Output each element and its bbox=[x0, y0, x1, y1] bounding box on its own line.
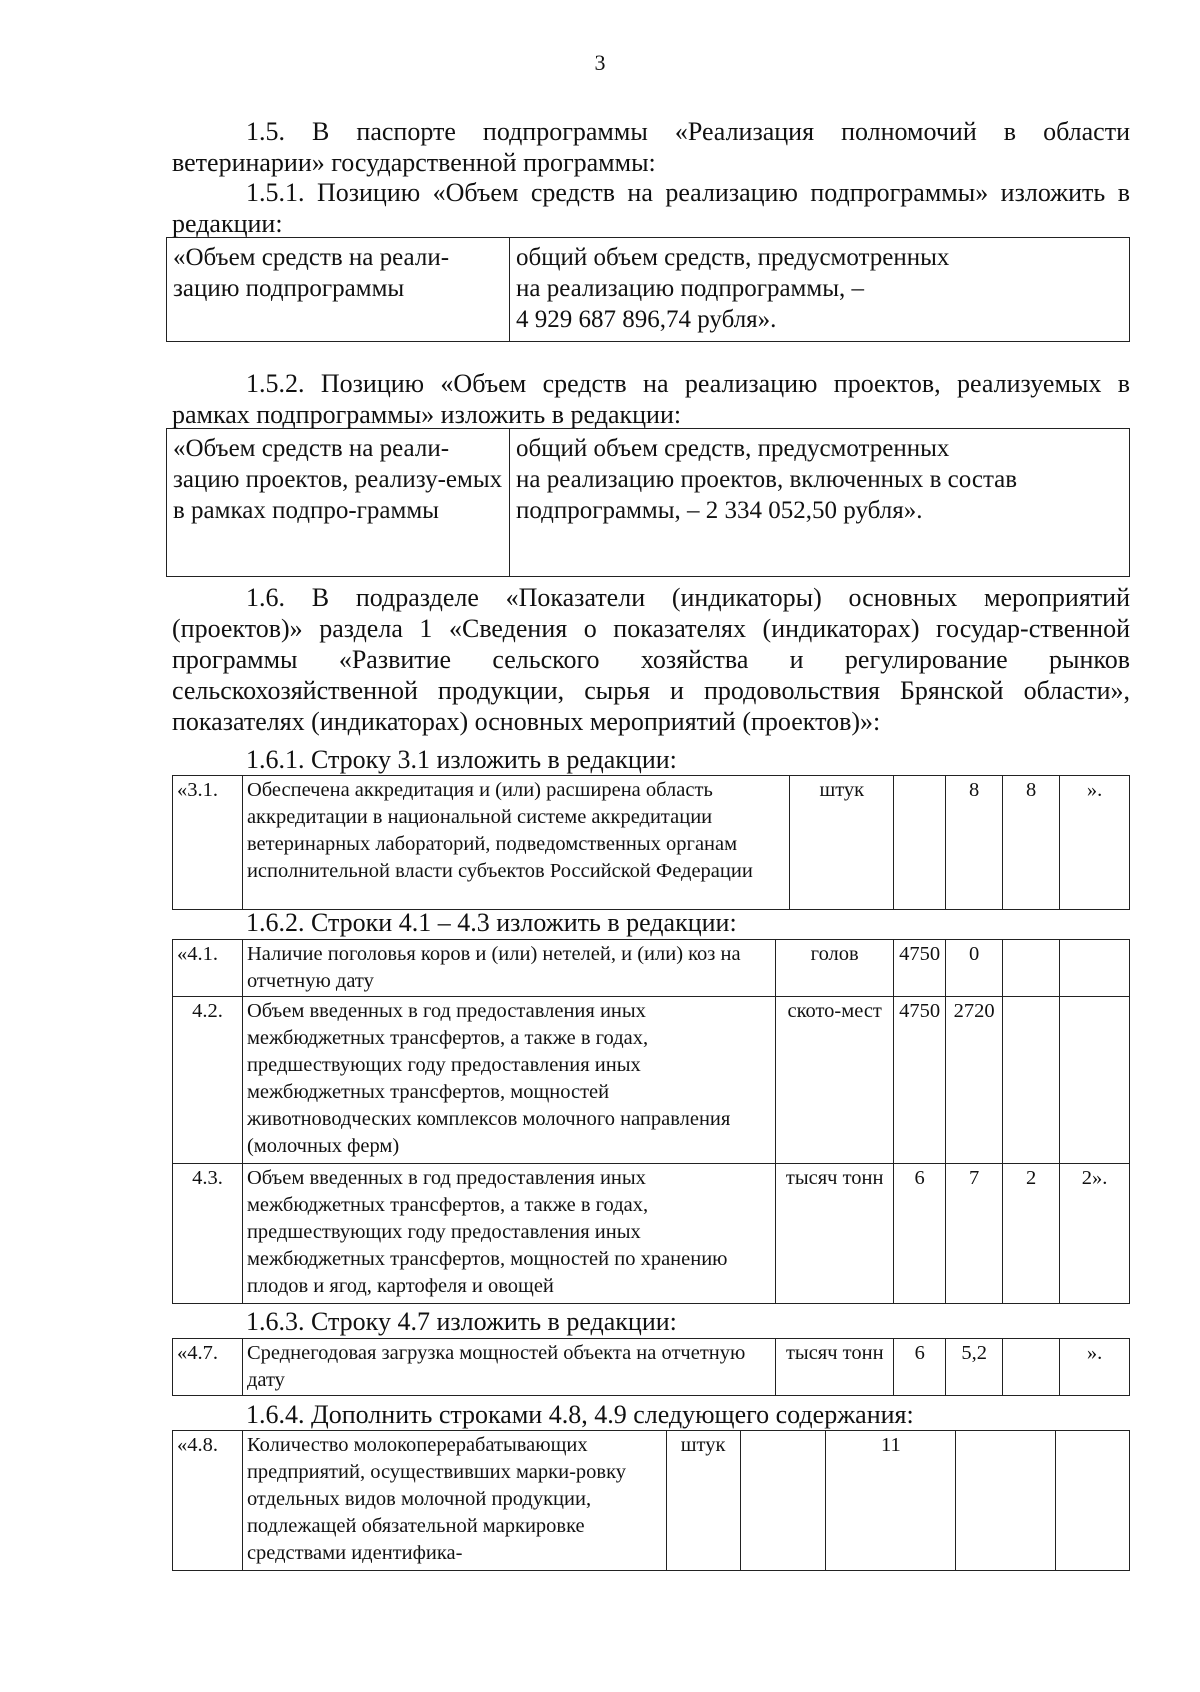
row-end: ». bbox=[1060, 776, 1130, 910]
table-row-4-7 bbox=[172, 1338, 1130, 1396]
text-line: подпрограммы, – 2 334 052,50 рубля». bbox=[516, 497, 923, 524]
table-volume-subprogram bbox=[166, 237, 1130, 342]
text-line: 4 929 687 896,74 рубля». bbox=[516, 306, 777, 333]
paragraph-1-5-1: 1.5.1. Позицию «Объем средств на реализацию подпрограммы» изложить в редакции: bbox=[172, 178, 1130, 238]
row-value: 7 bbox=[946, 1164, 1003, 1304]
row-value: 8 bbox=[946, 776, 1003, 910]
row-value: 4750 bbox=[894, 997, 946, 1164]
table-cell-value bbox=[510, 429, 1130, 577]
row-value bbox=[1003, 1339, 1060, 1396]
row-value bbox=[1003, 997, 1060, 1164]
row-value: 5,2 bbox=[946, 1339, 1003, 1396]
paragraph-1-6-2: 1.6.2. Строки 4.1 – 4.3 изложить в редакции: bbox=[246, 908, 737, 937]
row-end: 2». bbox=[1060, 1164, 1130, 1304]
row-value: 2 bbox=[1003, 1164, 1060, 1304]
row-unit: штук bbox=[666, 1431, 740, 1571]
row-number: «4.8. bbox=[173, 1431, 243, 1571]
row-unit: тысяч тонн bbox=[776, 1164, 894, 1304]
paragraph-1-5: 1.5. В паспорте подпрограммы «Реализация полномочий в области ветеринарии» государственной программы: bbox=[172, 117, 1130, 177]
row-text: Обеспечена аккредитация и (или) расширена область аккредитации в национальной системе аккредитации ветеринарных лабораторий, подведомственных органам исполнительной власти субъектов Российской Федерации bbox=[242, 776, 789, 910]
row-number: 4.3. bbox=[173, 1164, 243, 1304]
row-value: 4750 bbox=[894, 940, 946, 997]
row-text: Наличие поголовья коров и (или) нетелей, и (или) коз на отчетную дату bbox=[242, 940, 775, 997]
row-end: ». bbox=[1060, 1339, 1130, 1396]
row-unit: штук bbox=[790, 776, 894, 910]
row-value bbox=[740, 1431, 826, 1571]
row-end bbox=[1060, 997, 1130, 1164]
text-line: общий объем средств, предусмотренных bbox=[516, 435, 950, 462]
row-value: 11 bbox=[826, 1431, 956, 1571]
row-text: Объем введенных в год предоставления иных межбюджетных трансфертов, а также в годах, предшествующих году предоставления иных межбюджетных трансфертов, мощностей животноводческих комплексов молочного направления (молочных ферм) bbox=[242, 997, 775, 1164]
row-value bbox=[894, 776, 946, 910]
paragraph-1-5-2: 1.5.2. Позицию «Объем средств на реализацию проектов, реализуемых в рамках подпрограммы» изложить в редакции: bbox=[172, 369, 1130, 429]
row-number: «4.1. bbox=[173, 940, 243, 997]
table-cell-value bbox=[510, 238, 1130, 342]
row-number: «4.7. bbox=[173, 1339, 243, 1396]
row-value: 8 bbox=[1003, 776, 1060, 910]
row-unit: голов bbox=[776, 940, 894, 997]
table-volume-projects bbox=[166, 428, 1130, 577]
row-text: Количество молокоперерабатывающих предприятий, осуществивших марки-ровку отдельных видов молочной продукции, подлежащей обязательной маркировке средствами идентифика- bbox=[242, 1431, 666, 1571]
table-cell-label: «Объем средств на реали-зацию подпрограммы bbox=[167, 238, 510, 342]
row-value: 2720 bbox=[946, 997, 1003, 1164]
row-unit: тысяч тонн bbox=[776, 1339, 894, 1396]
table-row-4-8 bbox=[172, 1430, 1130, 1571]
row-text: Среднегодовая загрузка мощностей объекта на отчетную дату bbox=[242, 1339, 775, 1396]
page-number: 3 bbox=[594, 50, 606, 75]
paragraph-1-6-4: 1.6.4. Дополнить строками 4.8, 4.9 следующего содержания: bbox=[246, 1400, 914, 1429]
row-number: «3.1. bbox=[173, 776, 243, 910]
row-unit: ското-мест bbox=[776, 997, 894, 1164]
row-text: Объем введенных в год предоставления иных межбюджетных трансфертов, а также в годах, предшествующих году предоставления иных межбюджетных трансфертов, мощностей по хранению плодов и ягод, картофеля и овощей bbox=[242, 1164, 775, 1304]
paragraph-1-6-1: 1.6.1. Строку 3.1 изложить в редакции: bbox=[246, 745, 677, 774]
table-row-3-1 bbox=[172, 775, 1130, 910]
row-value bbox=[1056, 1431, 1130, 1571]
paragraph-1-6: 1.6. В подразделе «Показатели (индикаторы) основных мероприятий (проектов)» раздела 1 «Сведения о показателях (индикаторах) государ-ственной программы «Развитие сельского хозяйства и регулирование рынков сельскохозяйственной продукции, сырья и продовольствия Брянской области», показателях (индикаторах) основных мероприятий (проектов)»: bbox=[172, 583, 1130, 736]
row-value: 0 bbox=[946, 940, 1003, 997]
row-value bbox=[956, 1431, 1056, 1571]
row-value bbox=[1003, 940, 1060, 997]
row-number: 4.2. bbox=[173, 997, 243, 1164]
row-value: 6 bbox=[894, 1164, 946, 1304]
table-rows-4-1-4-3 bbox=[172, 939, 1130, 1304]
paragraph-1-6-3: 1.6.3. Строку 4.7 изложить в редакции: bbox=[246, 1307, 677, 1336]
row-value: 6 bbox=[894, 1339, 946, 1396]
text-line: на реализацию проектов, включенных в состав bbox=[516, 466, 1018, 493]
row-end bbox=[1060, 940, 1130, 997]
table-cell-label: «Объем средств на реали-зацию проектов, реализу-емых в рамках подпро-граммы bbox=[167, 429, 510, 577]
text-line: общий объем средств, предусмотренных bbox=[516, 244, 950, 271]
text-line: на реализацию подпрограммы, – bbox=[516, 275, 864, 302]
